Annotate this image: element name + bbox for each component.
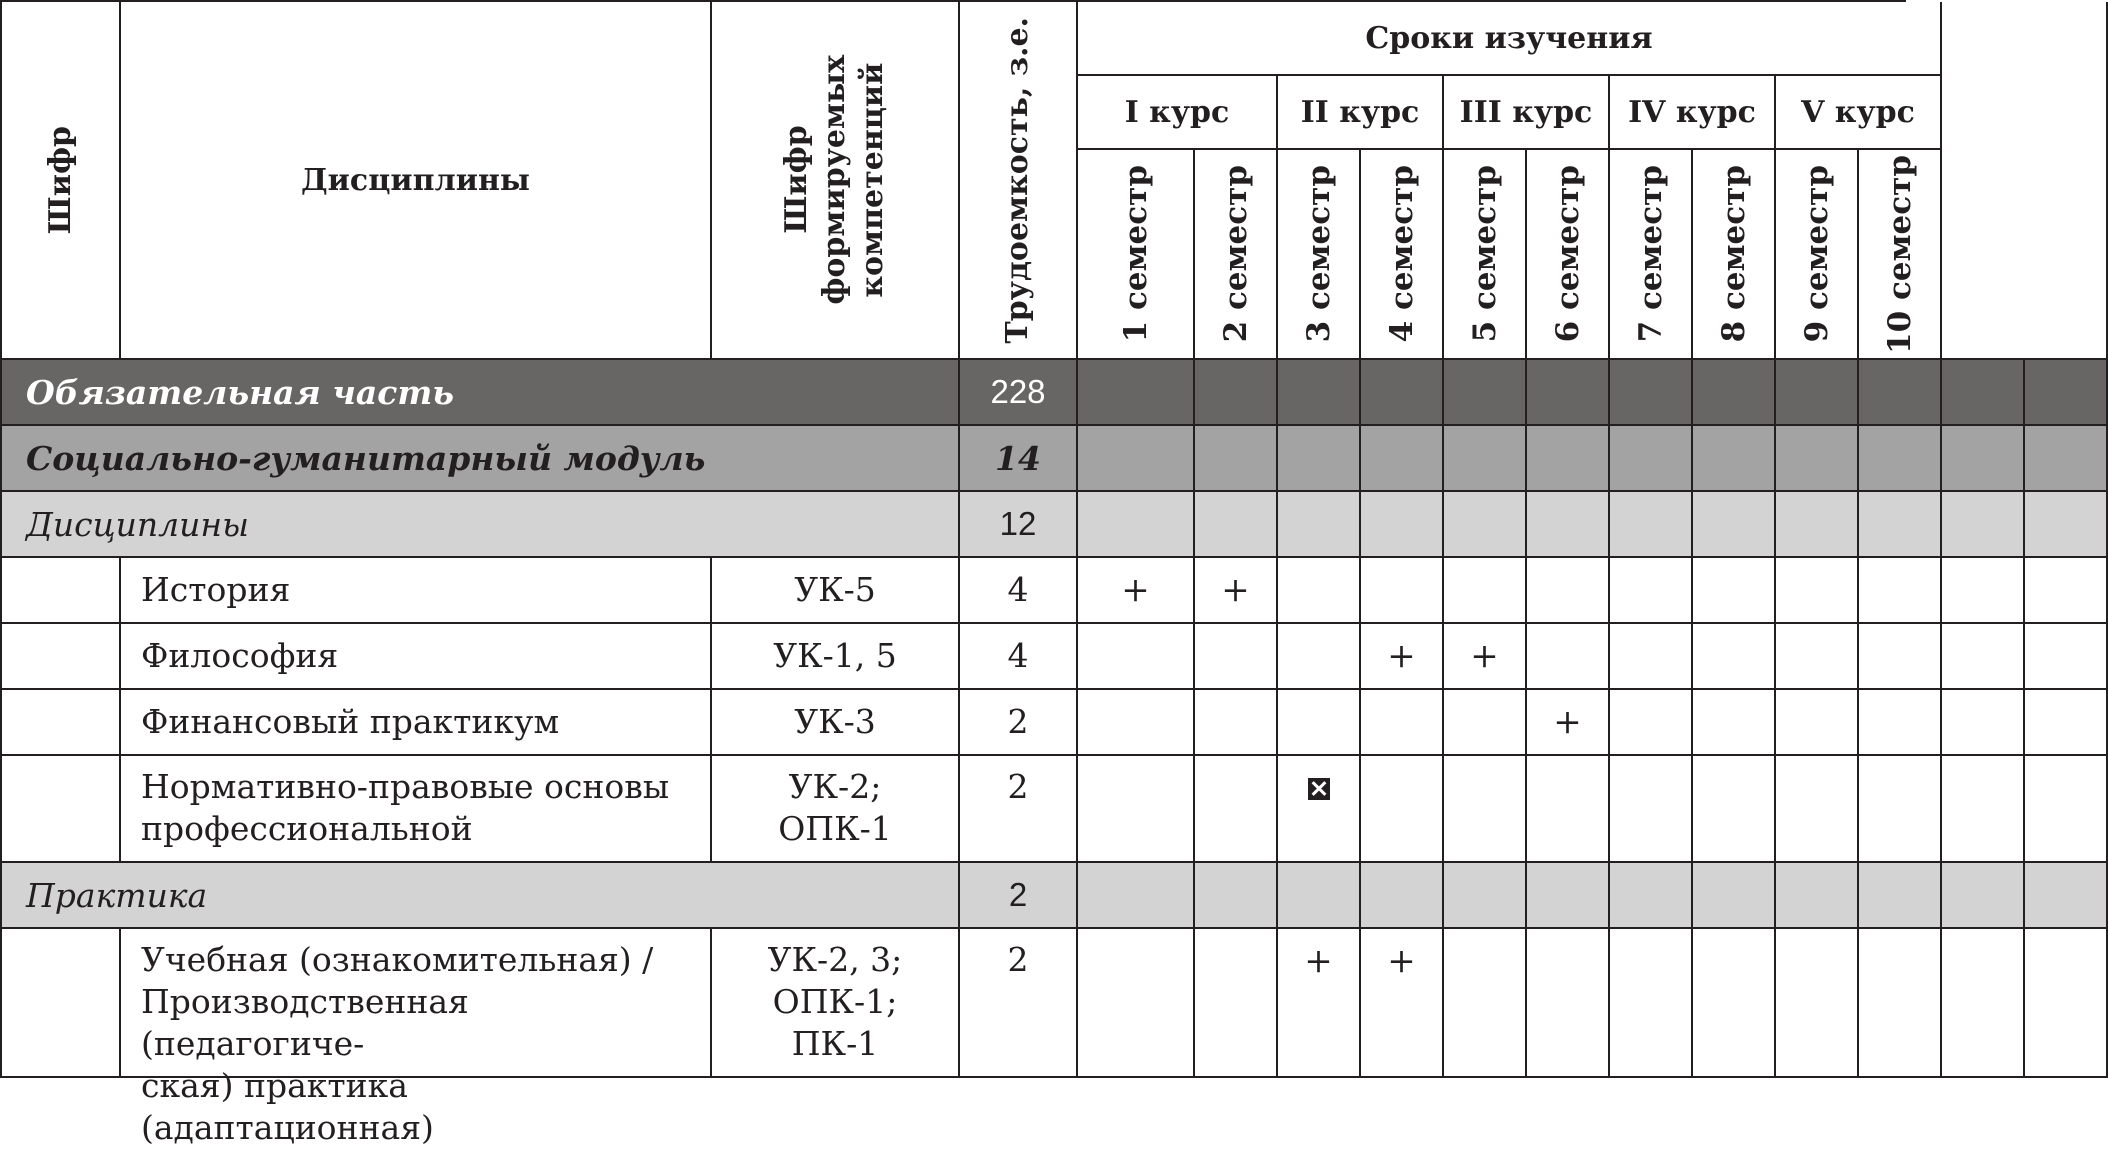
header-code: Шифр	[2, 2, 121, 360]
semester-mark: +	[1444, 624, 1527, 690]
row-code-cell	[2, 624, 121, 690]
workload-value: 2	[960, 756, 1078, 863]
discipline-name: Финансовый практикум	[121, 690, 712, 756]
section-practice-title: Практика	[2, 863, 960, 929]
semester-6: 6 семестр	[1527, 150, 1610, 360]
semester-1: 1 семестр	[1078, 150, 1195, 360]
section-mandatory-title: Обязательная часть	[2, 360, 960, 426]
blank-header-region	[1942, 2, 2108, 360]
header-competencies: Шифр формируемых компетенций	[712, 2, 960, 360]
competency-code: УК-3	[712, 690, 960, 756]
competency-code: УК-2; ОПК-1	[712, 756, 960, 863]
workload-value: 2	[960, 929, 1078, 1078]
semester-9: 9 семестр	[1776, 150, 1859, 360]
section-social-module-hours: 14	[960, 426, 1078, 492]
semester-mark: +	[1278, 929, 1361, 1078]
section-social-module-title: Социально-гуманитарный модуль	[2, 426, 960, 492]
course-4: IV курс	[1610, 76, 1776, 150]
semester-8: 8 семестр	[1693, 150, 1776, 360]
workload-value: 2	[960, 690, 1078, 756]
discipline-name: Нормативно-правовые основы профессиональной	[121, 756, 712, 863]
competency-code: УК-2, 3; ОПК-1; ПК-1	[712, 929, 960, 1078]
section-practice-hours: 2	[960, 863, 1078, 929]
semester-4: 4 семестр	[1361, 150, 1444, 360]
section-mandatory-hours: 228	[960, 360, 1078, 426]
semester-mark: +	[1361, 624, 1444, 690]
competency-code: УК-5	[712, 558, 960, 624]
discipline-name: История	[121, 558, 712, 624]
semester-mark: +	[1527, 690, 1610, 756]
section-disciplines-title: Дисциплины	[2, 492, 960, 558]
competency-code: УК-1, 5	[712, 624, 960, 690]
semester-5: 5 семестр	[1444, 150, 1527, 360]
workload-value: 4	[960, 558, 1078, 624]
row-code-cell	[2, 756, 121, 863]
header-terms: Сроки изучения	[1078, 2, 1942, 76]
row-code-cell	[2, 929, 121, 1078]
header-workload: Трудоемкость, з.е.	[960, 2, 1078, 360]
semester-3: 3 семестр	[1278, 150, 1361, 360]
semester-2: 2 семестр	[1195, 150, 1278, 360]
workload-value: 4	[960, 624, 1078, 690]
course-3: III курс	[1444, 76, 1610, 150]
exam-box-icon	[1308, 778, 1330, 800]
course-1: I курс	[1078, 76, 1278, 150]
semester-mark: +	[1361, 929, 1444, 1078]
semester-mark: +	[1195, 558, 1278, 624]
row-code-cell	[2, 558, 121, 624]
exam-mark	[1278, 756, 1361, 863]
discipline-name: Философия	[121, 624, 712, 690]
semester-mark: +	[1078, 558, 1195, 624]
semester-10: 10 семестр	[1859, 150, 1942, 360]
course-5: V курс	[1776, 76, 1942, 150]
header-disciplines: Дисциплины	[121, 2, 712, 360]
discipline-name: Учебная (ознакомительная) / Производственная (педагогиче- ская) практика (адаптационная)	[121, 929, 712, 1078]
semester-7: 7 семестр	[1610, 150, 1693, 360]
section-disciplines-hours: 12	[960, 492, 1078, 558]
course-2: II курс	[1278, 76, 1444, 150]
row-code-cell	[2, 690, 121, 756]
